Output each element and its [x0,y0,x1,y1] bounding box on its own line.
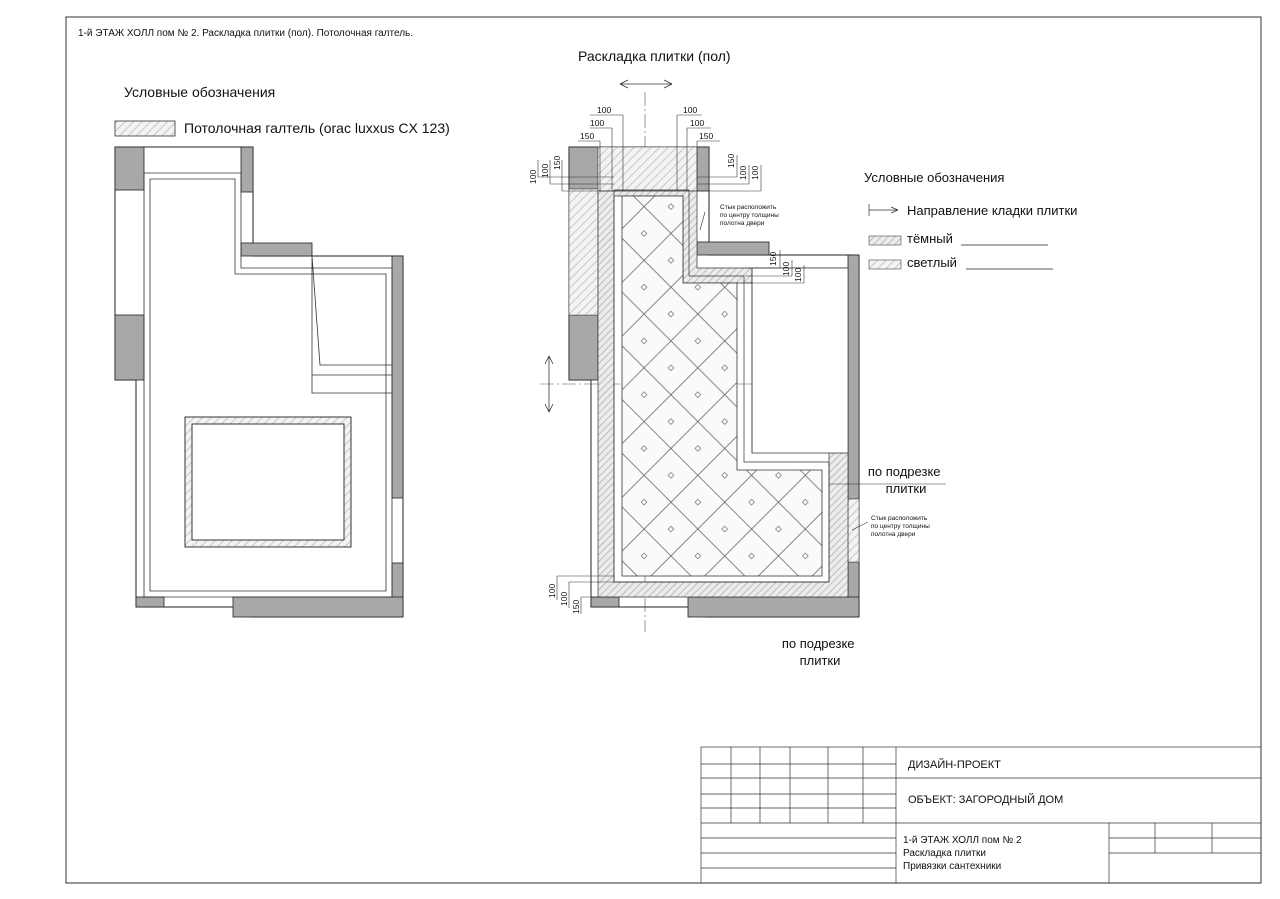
dim-label: 100 [738,165,748,180]
light-swatch [869,260,901,269]
dark-swatch [869,236,901,245]
dim-label: 150 [552,155,562,170]
title-sheet-line: Привязки сантехники [903,861,1002,872]
note-line: по центру толщины [720,212,779,219]
left-legend-title: Условные обозначения [124,84,276,100]
right-wall [697,242,769,255]
note-line: по подрезке [781,636,855,651]
left-wall [392,256,403,498]
title-sheet-line: 1-й ЭТАЖ ХОЛЛ пом № 2 [903,835,1022,846]
right-wall [569,147,598,189]
note-cut-right [868,464,944,496]
left-wall [241,147,253,192]
cornice-swatch [115,121,175,136]
dim-label: 150 [571,599,581,614]
title-object: ОБЪЕКТ: ЗАГОРОДНЫЙ ДОМ [908,794,1064,806]
note-line: Стык расположить [720,204,777,211]
note-line: по центру толщины [871,523,930,530]
legend-light-label: светлый [907,255,957,270]
left-wall [241,243,312,256]
left-cabinet [312,256,392,393]
dim-label: 100 [547,583,557,598]
left-wall [233,597,403,617]
left-legend-item: Потолочная галтель (orac luxxus CX 123) [184,120,450,136]
left-wall [115,315,144,380]
note-line: полотна двери [720,220,765,227]
note-line: плитки [799,653,841,668]
note-cut-bottom [782,636,858,668]
left-wall [136,597,164,607]
direction-legend-icon [869,204,898,216]
note-joint-top [720,204,781,227]
dim-label: 150 [768,251,778,266]
dim-label: 100 [597,105,612,115]
leader-line [700,212,705,230]
left-wall [115,147,144,190]
note-line: плитки [885,481,927,496]
title-project: ДИЗАЙН-ПРОЕКТ [908,759,1001,771]
right-wall [697,147,709,191]
right-plan-title: Раскладка плитки (пол) [578,48,731,64]
right-wall [848,255,859,499]
legend-direction-label: Направление кладки плитки [907,203,1078,218]
dim-label: 100 [781,261,791,276]
dim-label: 100 [559,591,569,606]
direction-arrow-icon [620,80,672,88]
dim-label: 100 [590,118,605,128]
dim-label: 100 [793,267,803,282]
right-wall [569,315,598,380]
right-wall [688,597,859,617]
light-band [848,499,859,562]
light-band [569,189,598,315]
dim-label: 100 [683,105,698,115]
left-ceiling-inner [192,424,344,540]
sheet-header: 1-й ЭТАЖ ХОЛЛ пом № 2. Раскладка плитки (пол). Потолочная галтель. [78,28,414,39]
legend-dark-label: тёмный [907,231,953,246]
title-sheet-line: Раскладка плитки [903,848,986,859]
floor-blank [752,268,848,453]
note-line: полотна двери [871,531,916,538]
right-wall [591,597,619,607]
dim-label: 100 [750,165,760,180]
dim-label: 150 [699,131,714,141]
right-plan [528,48,1077,668]
right-legend-title: Условные обозначения [864,170,1005,185]
light-band [598,147,697,191]
note-line: Стык расположить [871,515,928,522]
dim-label: 150 [726,153,736,168]
note-line: по подрезке [867,464,941,479]
note-joint-bottom [871,515,932,538]
dim-label: 150 [580,131,595,141]
title-sheet-lines [903,835,1024,872]
dim-label: 100 [540,163,550,178]
dim-label: 100 [528,169,538,184]
dim-label: 100 [690,118,705,128]
left-plan [115,84,450,617]
